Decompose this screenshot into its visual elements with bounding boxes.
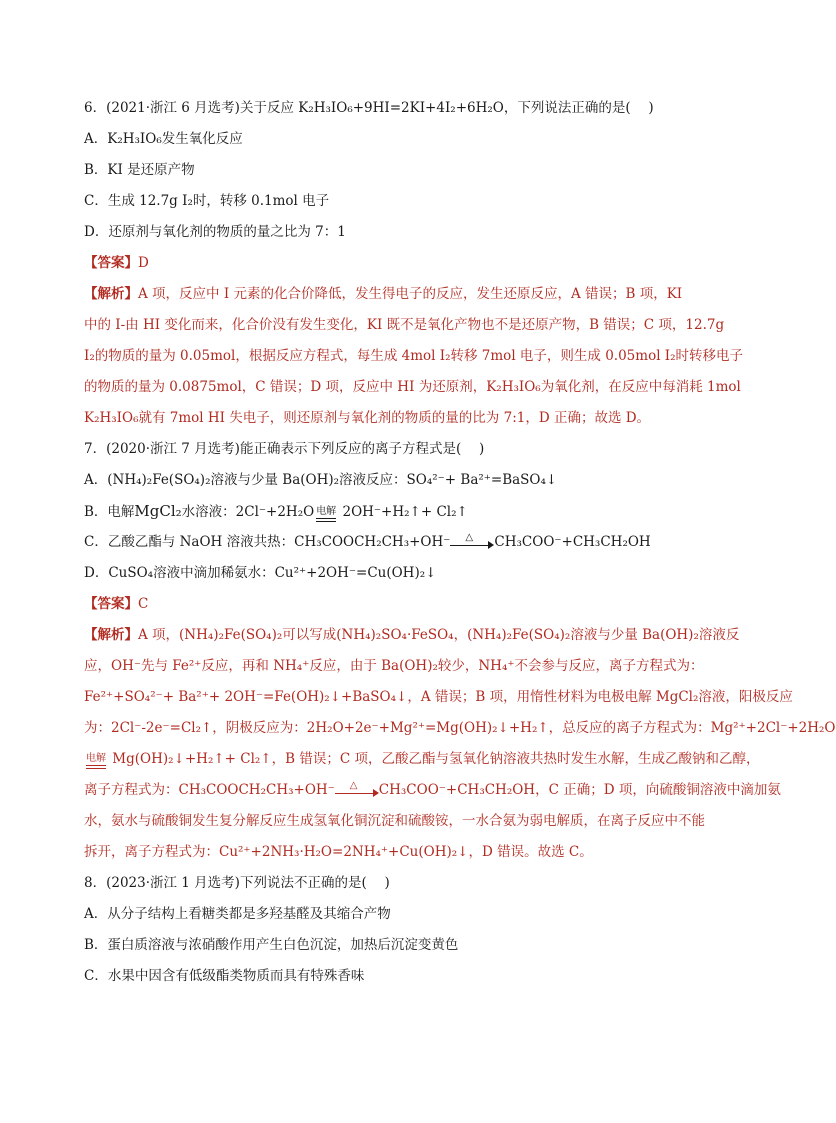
q7-option-d: D．CuSO₄溶液中滴加稀氨水：Cu²⁺+2OH⁻=Cu(OH)₂↓ bbox=[84, 565, 437, 581]
heat-arrow-icon: △ bbox=[450, 536, 494, 550]
q7-answer bbox=[84, 594, 724, 625]
q8-option-c: C．水果中因含有低级酯类物质而具有特殊香味 bbox=[84, 968, 365, 984]
q7-analysis-line: Fe²⁺+SO₄²⁻+ Ba²⁺+ 2OH⁻=Fe(OH)₂↓+BaSO₄↓，A 错误；B 项，用惰性材料为电极电解 MgCl₂溶液，阳极反应 bbox=[84, 689, 793, 705]
answer-value: C bbox=[138, 596, 149, 612]
q7-analysis-line: 应，OH⁻先与 Fe²⁺反应，再和 NH₄⁺反应，由于 Ba(OH)₂较少，NH₄⁺不会参与反应，离子方程式为： bbox=[84, 658, 704, 674]
q6-option-b: B．KI 是还原产物 bbox=[84, 162, 195, 178]
q6-analysis-line: 中的 I-由 HI 变化而来，化合价没有发生变化，KI 既不是氧化产物也不是还原产物，B 错误；C 项，12.7g bbox=[84, 317, 725, 333]
mgcl2-formula: MgCl₂ bbox=[134, 502, 182, 520]
q6-stem: 6．(2021·浙江 6 月选考)关于反应 K₂H₃IO₆+9HI=2KI+4I₂+6H₂O，下列说法正确的是( ) bbox=[84, 100, 654, 116]
document-content bbox=[84, 98, 836, 997]
q6-analysis-line: K₂H₃IO₆就有 7mol HI 失电子，则还原剂与氧化剂的物质的量的比为 7:1，D 正确；故选 D。 bbox=[84, 410, 651, 426]
analysis-label: 【解析】 bbox=[84, 286, 138, 302]
q8-option-b: B．蛋白质溶液与浓硝酸作用产生白色沉淀，加热后沉淀变黄色 bbox=[84, 937, 459, 953]
q6-analysis-line: 【解析】A 项，反应中 I 元素的化合价降低，发生得电子的反应，发生还原反应，A 错误；B 项，KI bbox=[84, 286, 683, 302]
q7-stem: 7．(2020·浙江 7 月选考)能正确表示下列反应的离子方程式是( ) bbox=[84, 441, 485, 457]
q8-option-a: A．从分子结构上看糖类都是多羟基醛及其缩合产物 bbox=[84, 906, 391, 922]
q6-analysis-line: 的物质的量为 0.0875mol，C 错误；D 项，反应中 HI 为还原剂，K₂H₃IO₆为氧化剂，在反应中每消耗 1mol bbox=[84, 379, 741, 395]
q7-analysis-line: 【解析】A 项，(NH₄)₂Fe(SO₄)₂可以写成(NH₄)₂SO₄·FeSO₄，(NH₄)₂Fe(SO₄)₂溶液与少量 Ba(OH)₂溶液反 bbox=[84, 627, 740, 643]
q7-analysis-line: 电解 Mg(OH)₂↓+H₂↑+ Cl₂↑，B 错误；C 项，乙酸乙酯与氢氧化钠溶液共热时发生水解，生成乙酸钠和乙醇， bbox=[86, 751, 760, 767]
analysis-label: 【解析】 bbox=[84, 627, 138, 643]
q7-analysis-line: 拆开，离子方程式为：Cu²⁺+2NH₃·H₂O=2NH₄⁺+Cu(OH)₂↓，D 错误。故选 C。 bbox=[84, 844, 593, 860]
q6-option-d: D．还原剂与氧化剂的物质的量之比为 7：1 bbox=[84, 224, 346, 240]
q7-analysis-line: 水，氨水与硫酸铜发生复分解反应生成氢氧化铜沉淀和硫酸铵，一水合氨为弱电解质，在离子反应中不能 bbox=[84, 813, 705, 829]
q6-analysis-line: I₂的物质的量为 0.05mol，根据反应方程式，每生成 4mol I₂转移 7mol 电子，则生成 0.05mol I₂时转移电子 bbox=[84, 348, 744, 364]
q7-option-a: A．(NH₄)₂Fe(SO₄)₂溶液与少量 Ba(OH)₂溶液反应：SO₄²⁻+ Ba²⁺=BaSO₄↓ bbox=[84, 472, 558, 488]
q7-option-c: C．乙酸乙酯与 NaOH 溶液共热：CH₃COOCH₂CH₃+OH⁻ △ CH₃COO⁻+CH₃CH₂OH bbox=[84, 531, 651, 550]
answer-label: 【答案】 bbox=[84, 596, 138, 612]
answer-label: 【答案】 bbox=[84, 255, 138, 271]
q7-option-b: B．电解MgCl₂水溶液：2Cl⁻+2H₂O 电解 2OH⁻+H₂↑+ Cl₂↑ bbox=[84, 502, 468, 520]
heat-arrow-icon: △ bbox=[335, 784, 379, 798]
electrolysis-condition: 电解 bbox=[314, 507, 338, 522]
q6-option-a: A．K₂H₃IO₆发生氧化反应 bbox=[84, 131, 243, 147]
q6-option-c: C．生成 12.7g I₂时，转移 0.1mol 电子 bbox=[84, 193, 330, 209]
answer-value: D bbox=[138, 255, 149, 271]
q6-answer bbox=[84, 253, 724, 284]
q8-stem: 8．(2023·浙江 1 月选考)下列说法不正确的是( ) bbox=[84, 875, 390, 891]
q7-analysis-line: 离子方程式为：CH₃COOCH₂CH₃+OH⁻ △ CH₃COO⁻+CH₃CH₂OH，C 正确；D 项，向硫酸铜溶液中滴加氨 bbox=[84, 779, 781, 798]
q7-analysis-line: 为：2Cl⁻-2e⁻=Cl₂↑，阴极反应为：2H₂O+2e⁻+Mg²⁺=Mg(OH)₂↓+H₂↑，总反应的离子方程式为：Mg²⁺+2Cl⁻+2H₂O bbox=[84, 720, 836, 736]
electrolysis-condition: 电解 bbox=[84, 754, 108, 769]
